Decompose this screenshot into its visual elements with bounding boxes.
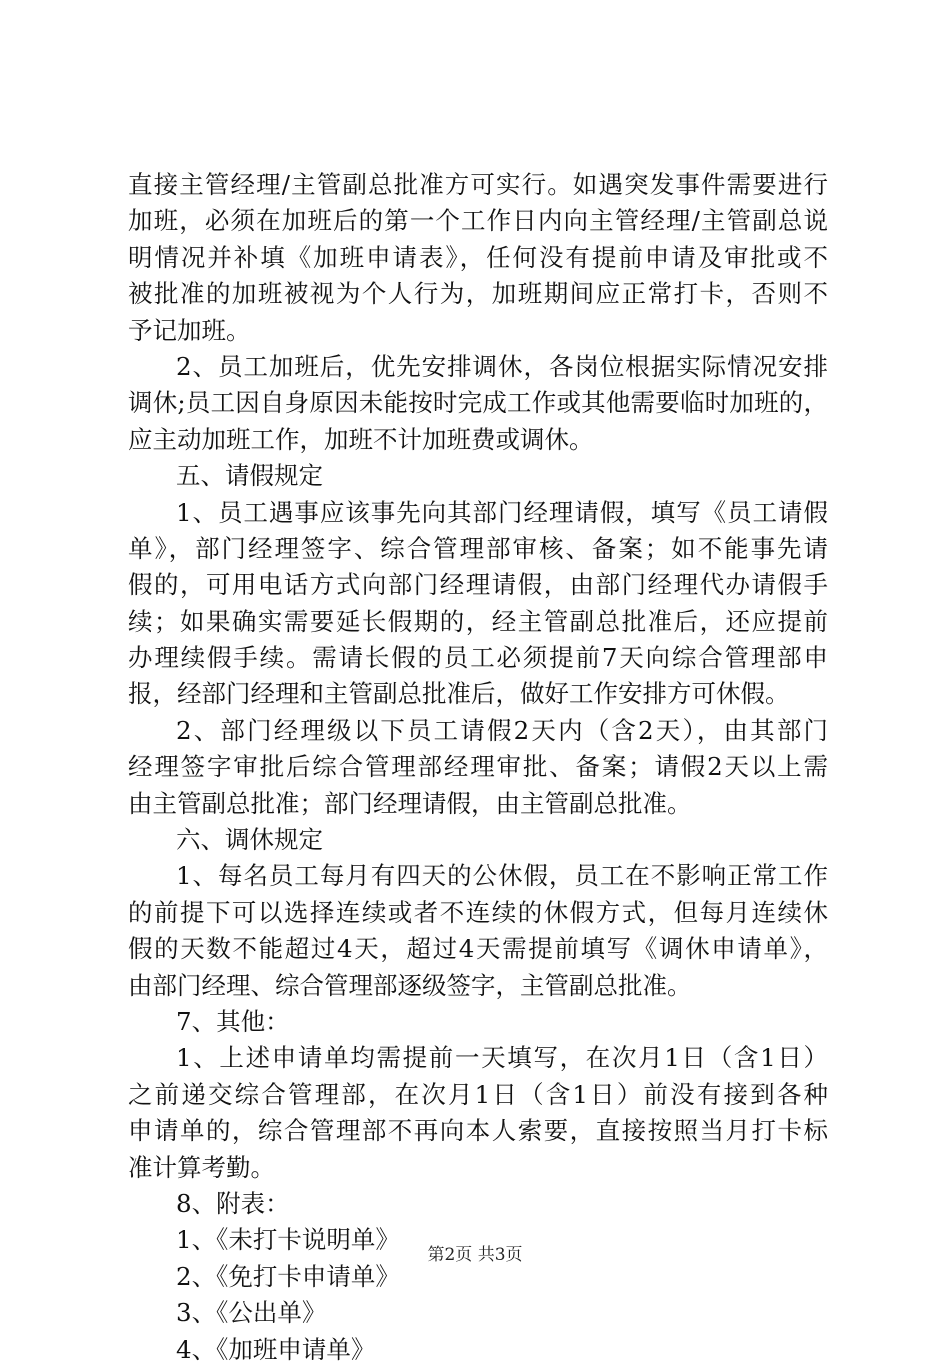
document-body xyxy=(128,167,828,1368)
text-line: 经理签字审批后综合管理部经理审批、备案；请假2天以上需 xyxy=(128,752,828,782)
text-line: 明情况并补填《加班申请表》，任何没有提前申请及审批或不 xyxy=(128,242,828,272)
text-line: 被批准的加班被视为个人行为，加班期间应正常打卡，否则不 xyxy=(128,279,828,309)
text-line: 报，经部门经理和主管副总批准后，做好工作安排方可休假。 xyxy=(128,679,790,709)
text-line: 2、员工加班后，优先安排调休，各岗位根据实际情况安排 xyxy=(176,351,828,381)
text-line: 假的天数不能超过4天，超过4天需提前填写《调休申请单》， xyxy=(128,934,828,964)
text-line: 的前提下可以选择连续或者不连续的休假方式，但每月连续休 xyxy=(128,897,828,927)
text-line: 应主动加班工作，加班不计加班费或调休。 xyxy=(128,424,594,454)
page-number-footer: 第2页 共3页 xyxy=(427,1245,523,1265)
text-line: 由主管副总批准；部门经理请假，由主管副总批准。 xyxy=(128,788,692,818)
text-line: 假的，可用电话方式向部门经理请假，由部门经理代办请假手 xyxy=(128,570,828,600)
text-line: 单》，部门经理签字、综合管理部审核、备案；如不能事先请 xyxy=(128,533,828,563)
list-item: 3、《公出单》 xyxy=(176,1298,327,1328)
list-item: 4、《加班申请单》 xyxy=(176,1334,376,1364)
section-heading: 六、调休规定 xyxy=(176,825,323,855)
text-line: 2、部门经理级以下员工请假2天内（含2天），由其部门 xyxy=(176,715,828,745)
text-line: 办理续假手续。需请长假的员工必须提前7天向综合管理部申 xyxy=(128,643,828,673)
section-heading: 五、请假规定 xyxy=(176,461,323,491)
text-line: 1、上述申请单均需提前一天填写，在次月1日（含1日） xyxy=(176,1043,828,1073)
text-line: 调休;员工因自身原因未能按时完成工作或其他需要临时加班的， xyxy=(128,388,828,418)
list-item: 2、《免打卡申请单》 xyxy=(176,1261,400,1291)
text-line: 加班，必须在加班后的第一个工作日内向主管经理/主管副总说 xyxy=(128,206,828,236)
section-heading: 7、其他： xyxy=(176,1006,290,1036)
text-line: 准计算考勤。 xyxy=(128,1152,275,1182)
text-line: 予记加班。 xyxy=(128,315,251,345)
text-line: 之前递交综合管理部，在次月1日（含1日）前没有接到各种 xyxy=(128,1079,828,1109)
list-item: 1、《未打卡说明单》 xyxy=(176,1225,400,1255)
text-line: 由部门经理、综合管理部逐级签字，主管副总批准。 xyxy=(128,970,692,1000)
text-line: 1、每名员工每月有四天的公休假，员工在不影响正常工作 xyxy=(176,861,828,891)
text-line: 续；如果确实需要延长假期的，经主管副总批准后，还应提前 xyxy=(128,606,828,636)
text-line: 申请单的，综合管理部不再向本人索要，直接按照当月打卡标 xyxy=(128,1116,828,1146)
section-heading: 8、附表： xyxy=(176,1188,290,1218)
text-line: 1、员工遇事应该事先向其部门经理请假，填写《员工请假 xyxy=(176,497,828,527)
text-line: 直接主管经理/主管副总批准方可实行。如遇突发事件需要进行 xyxy=(128,170,828,199)
